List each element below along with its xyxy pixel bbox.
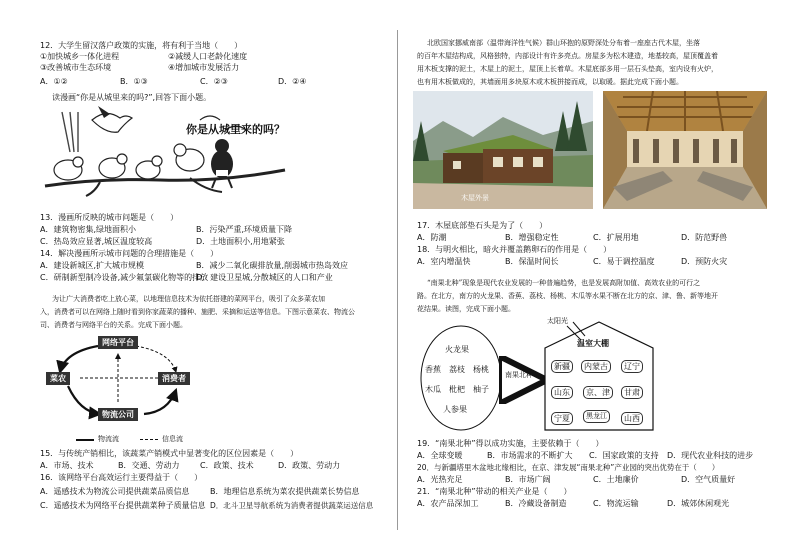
photo-left-label: 木屋外景 <box>461 194 489 202</box>
province-shandong: 山东 <box>551 386 573 399</box>
q14-choice-b: B．减少二氧化碳排放量,削弱城市热岛效应 <box>196 261 349 270</box>
sun-label: 太阳光 <box>547 317 568 325</box>
fruit-lychee: 荔枝 <box>449 365 465 374</box>
legend-goods-label: 物流流 <box>98 435 119 443</box>
province-heilongjiang: 黑龙江 <box>583 410 610 423</box>
q13-choice-b: B．污染严重,环境质量下降 <box>196 225 293 234</box>
node-farmer: 菜农 <box>46 372 70 385</box>
comic-intro: 读漫画“你是从城里来的吗?”,回答下面小题。 <box>52 93 212 102</box>
q12-choice-c: C．②③ <box>200 77 228 86</box>
q19-choice-b: B．市场需求的不断扩大 <box>487 451 573 460</box>
q18-choice-c: C．易于调控温度 <box>593 257 655 266</box>
legend-dashed-line <box>140 439 158 440</box>
province-xinjiang: 新疆 <box>551 360 573 373</box>
q15-choice-d: D．政策、劳动力 <box>278 461 341 470</box>
fruit-pepino: 人参果 <box>443 405 467 414</box>
q15-choice-c: C．政策、技术 <box>200 461 254 470</box>
province-jingjin: 京、津 <box>583 386 613 399</box>
q16-choice-b: B．地理信息系统为菜农提供蔬菜长势信息 <box>210 487 360 496</box>
passage-line-3: 司、消费者与网络平台的关系。完成下面小题。 <box>40 321 187 329</box>
fruit-pomelo: 柚子 <box>473 385 489 394</box>
intro-line-3: 用木板支撑的泥土，木屋上的泥土，屋顶上长着草。木屋底部多用一层石头垫高，室内设有火炉， <box>417 65 718 73</box>
legend-info-label: 信息流 <box>162 435 183 443</box>
q12-option-3: ③改善城市生态环境 <box>40 63 112 72</box>
fruit-passage-line-3: 花结果。读图，完成下面小题。 <box>417 305 515 313</box>
q16-stem: 16．该网络平台高效运行主要得益于（ ） <box>40 473 203 482</box>
q12-option-4: ④增加城市发展活力 <box>168 63 240 72</box>
province-liaoning: 辽宁 <box>621 360 643 373</box>
legend-solid-line <box>76 439 94 441</box>
platform-diagram <box>40 332 220 432</box>
comic-caption: 你是从城里来的吗？ <box>186 123 285 136</box>
q15-choice-b: B．交通、劳动力 <box>118 461 180 470</box>
passage-line-2: 入，消费者可以在网络上随时看到你家蔬菜的播种、施肥、采摘和运送等信息。下图示意菜农、物流公 <box>40 308 355 316</box>
fruit-passage-line-2: 路。在北方，南方的火龙果、香蕉、荔枝、杨桃、木瓜等水果不断在北方的京、津、鲁、新等地开 <box>417 292 718 300</box>
q12-option-2: ②减缓人口老龄化速度 <box>168 52 248 61</box>
south-fruit-north-diagram <box>417 318 737 434</box>
q20-stem: 20．与新疆塔里木盆地北缘相比，在京、津发展“南果北种”产业园的突出优势在于（ ） <box>417 463 720 472</box>
q17-choice-b: B．增强稳定性 <box>505 233 559 242</box>
q20-choice-d: D．空气质量好 <box>681 475 736 484</box>
q18-stem: 18．与明火相比，暗火并覆盖鹅卵石的作用是（ ） <box>417 245 612 254</box>
passage-line-1: 为让广大消费者吃上放心菜，以地理信息技术为依托搭建的菜网平台，吸引了众多菜农加 <box>52 295 325 303</box>
south-fruit-north-label: 南果北种 <box>505 371 533 379</box>
comic-illustration <box>40 104 320 200</box>
q17-stem: 17．木屋底部垫石头是为了（ ） <box>417 221 548 230</box>
q20-choice-b: B．市场广阔 <box>505 475 551 484</box>
q20-choice-a: A．光热充足 <box>417 475 463 484</box>
province-shanxi: 山西 <box>621 412 643 425</box>
q20-choice-c: C．土地廉价 <box>593 475 639 484</box>
q13-stem: 13．漫画所反映的城市问题是（ ） <box>40 213 179 222</box>
q14-choice-d: D．建设卫星城,分散城区的人口和产业 <box>196 273 333 282</box>
node-logistics: 物流公司 <box>98 408 138 421</box>
q14-stem: 14．解决漫画所示城市问题的合理措施是（ ） <box>40 249 219 258</box>
node-platform: 网络平台 <box>98 336 138 349</box>
q16-choice-d: D．北斗卫星导航系统为消费者提供蔬菜运送信息 <box>210 501 374 510</box>
fruit-carambola: 杨桃 <box>473 365 489 374</box>
q17-choice-a: A．防潮 <box>417 233 447 242</box>
intro-line-1: 北欧国家挪威南部（温带海洋性气候）群山环抱的原野深处分布着一座座古代木屋，坐落 <box>427 39 700 47</box>
fruit-dragonfruit: 火龙果 <box>445 345 469 354</box>
q16-choice-c: C．遥感技术为网络平台提供蔬菜种子质量信息 <box>40 501 206 510</box>
q21-choice-c: C．物流运输 <box>593 499 639 508</box>
q15-stem: 15．与传统产销相比，该蔬菜产销模式中显著变化的区位因素是（ ） <box>40 449 299 458</box>
q19-choice-c: C．国家政策的支持 <box>589 451 659 460</box>
province-ningxia: 宁夏 <box>551 412 573 425</box>
q13-choice-d: D．土地面积小,用地紧张 <box>196 237 285 246</box>
greenhouse-label: 温室大棚 <box>577 339 609 348</box>
q21-choice-b: B．冷藏设备制造 <box>505 499 567 508</box>
q13-choice-a: A．建筑物密集,绿地面积小 <box>40 225 137 234</box>
q18-choice-b: B．保温时间长 <box>505 257 559 266</box>
birds-on-branch-drawing <box>40 104 320 200</box>
cabin-interior-photo <box>603 91 767 209</box>
q12-choice-d: D．②④ <box>278 77 307 86</box>
fruit-loquat: 枇杷 <box>449 385 465 394</box>
q12-choice-a: A．①② <box>40 77 68 86</box>
q13-choice-c: C．热岛效应显著,城区温度较高 <box>40 237 153 246</box>
fruit-papaya: 木瓜 <box>425 385 441 394</box>
diagram-legend <box>76 434 226 446</box>
q14-choice-a: A．建设新城区,扩大城市规模 <box>40 261 145 270</box>
right-column <box>397 0 794 560</box>
q17-choice-c: C．扩展用地 <box>593 233 639 242</box>
intro-line-2: 的百年木屋结构成，风格独特，内部设计有许多亮点。房屋多为松木建造，地基较高，屋顶覆盖着 <box>417 52 718 60</box>
q12-stem: 12．大学生留汉落户政策的实施，将有利于当地（ ） <box>40 41 243 50</box>
q21-choice-d: D．城郊休闲观光 <box>667 499 730 508</box>
fruit-diagram-shapes <box>417 318 737 434</box>
q18-choice-a: A．室内增温快 <box>417 257 471 266</box>
fruit-passage-line-1: “南果北种”现象是现代农业发展的一种普遍趋势，也是发展高附加值、高效农业的可行之 <box>427 279 701 287</box>
q19-choice-d: D．现代农业科技的进步 <box>667 451 754 460</box>
fruit-banana: 香蕉 <box>425 365 441 374</box>
cabin-exterior-photo <box>413 91 593 209</box>
province-neimenggu: 内蒙古 <box>581 360 611 373</box>
q21-choice-a: A．农产品深加工 <box>417 499 479 508</box>
q15-choice-a: A．市场、技术 <box>40 461 94 470</box>
q14-choice-c: C．研制新型制冷设备,减少氟氯碳化物等的排放 <box>40 273 209 282</box>
q19-stem: 19．“南果北种”得以成功实施，主要依赖于（ ） <box>417 439 604 448</box>
node-consumer: 消费者 <box>158 372 190 385</box>
q17-choice-d: D．防范野兽 <box>681 233 728 242</box>
intro-line-4: 也有用木板做成的，其墙面用多块原木或木板拼接而成，以取暖。据此完成下面小题。 <box>417 78 683 86</box>
province-gansu: 甘肃 <box>621 386 643 399</box>
q16-choice-a: A．遥感技术为物流公司提供蔬菜品质信息 <box>40 487 190 496</box>
q12-option-1: ①加快城乡一体化进程 <box>40 52 120 61</box>
q18-choice-d: D．预防火灾 <box>681 257 728 266</box>
q21-stem: 21．“南果北种”带动的相关产业是（ ） <box>417 487 572 496</box>
q12-choice-b: B．①③ <box>120 77 148 86</box>
q19-choice-a: A．全球变暖 <box>417 451 463 460</box>
